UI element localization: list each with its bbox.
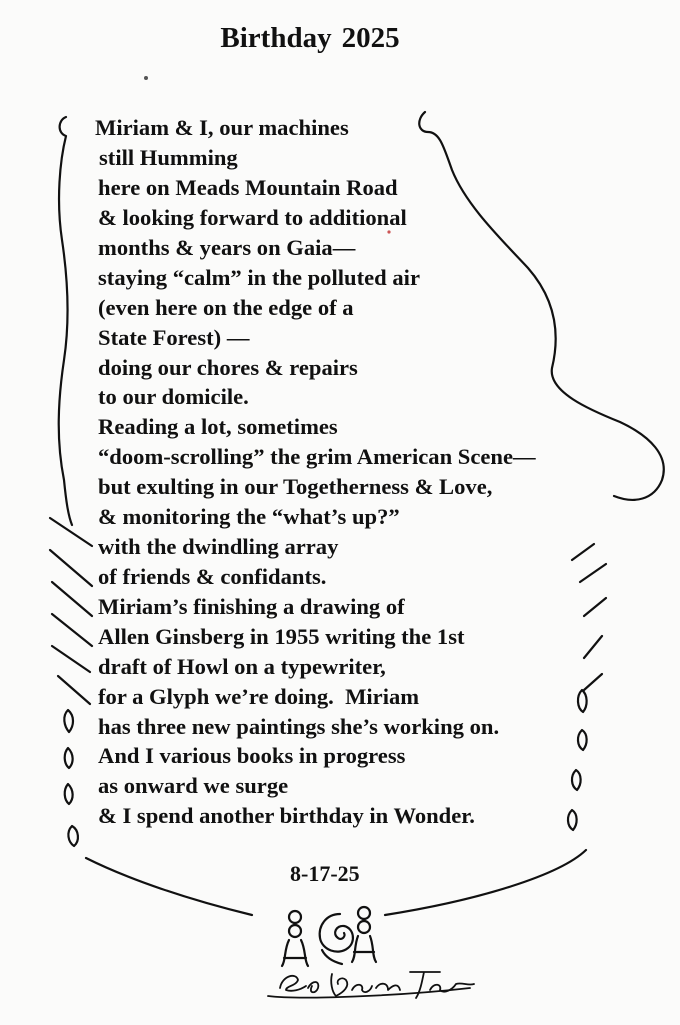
left-wave-line (59, 117, 72, 525)
right-dash (580, 564, 606, 582)
poem-date: 8-17-25 (290, 861, 360, 886)
poem-line: but exulting in our Togetherness & Love, (98, 474, 493, 499)
right-dash (584, 598, 606, 616)
title-year: 2025 (341, 22, 400, 54)
poem-line: Reading a lot, sometimes (98, 414, 338, 439)
right-loop (578, 730, 587, 750)
left-dash (52, 614, 92, 646)
right-loop (568, 810, 577, 830)
left-loop (68, 826, 78, 846)
left-dash (52, 582, 92, 616)
poem-line: & I spend another birthday in Wonder. (98, 803, 475, 828)
poem-line: (even here on the edge of a (98, 295, 354, 320)
left-loop (65, 784, 73, 804)
glyph-figure-icon (352, 907, 376, 962)
poem-line: draft of Howl on a typewriter, (98, 654, 386, 679)
poem-line: And I various books in progress (98, 743, 406, 768)
left-loop (64, 710, 73, 732)
poem-line: of friends & confidants. (98, 564, 327, 589)
glyph-spiral-icon (320, 914, 353, 964)
right-loop (572, 770, 581, 790)
left-loop (65, 748, 73, 768)
poem-line: State Forest) — (98, 325, 250, 350)
poem-line: & monitoring the “what’s up?” (98, 504, 400, 529)
poem-line: Allen Ginsberg in 1955 writing the 1st (98, 624, 465, 649)
left-dash (58, 676, 90, 704)
poem-line: here on Meads Mountain Road (98, 175, 398, 200)
poem-line: “doom-scrolling” the grim American Scene— (98, 444, 536, 469)
bottom-right-curve (385, 850, 586, 915)
right-dash (584, 674, 602, 690)
left-dash (52, 646, 90, 672)
poem-line: doing our chores & repairs (98, 355, 358, 380)
right-loop (578, 690, 587, 712)
right-dash (572, 544, 594, 560)
poem-line: & looking forward to additional (98, 205, 407, 230)
poem-line: still Humming (99, 145, 238, 170)
bottom-left-curve (86, 858, 252, 915)
left-dash (50, 550, 92, 586)
poem-line: months & years on Gaia— (98, 235, 356, 260)
stray-mark (144, 76, 148, 80)
poem-line: as onward we surge (98, 773, 289, 798)
glyph-figure-icon (282, 911, 308, 966)
poem-line: staying “calm” in the polluted air (98, 265, 420, 290)
poem-line: with the dwindling array (98, 534, 339, 559)
signature-scrawl (268, 972, 474, 998)
right-dash (584, 636, 602, 658)
poem-line: Miriam & I, our machines (95, 115, 349, 140)
poem-line: has three new paintings she’s working on. (98, 714, 500, 739)
title-word: Birthday (220, 22, 332, 54)
poem-line: to our domicile. (98, 384, 249, 409)
poem-line: for a Glyph we’re doing. Miriam (98, 684, 420, 709)
poem-line: Miriam’s finishing a drawing of (98, 594, 405, 619)
